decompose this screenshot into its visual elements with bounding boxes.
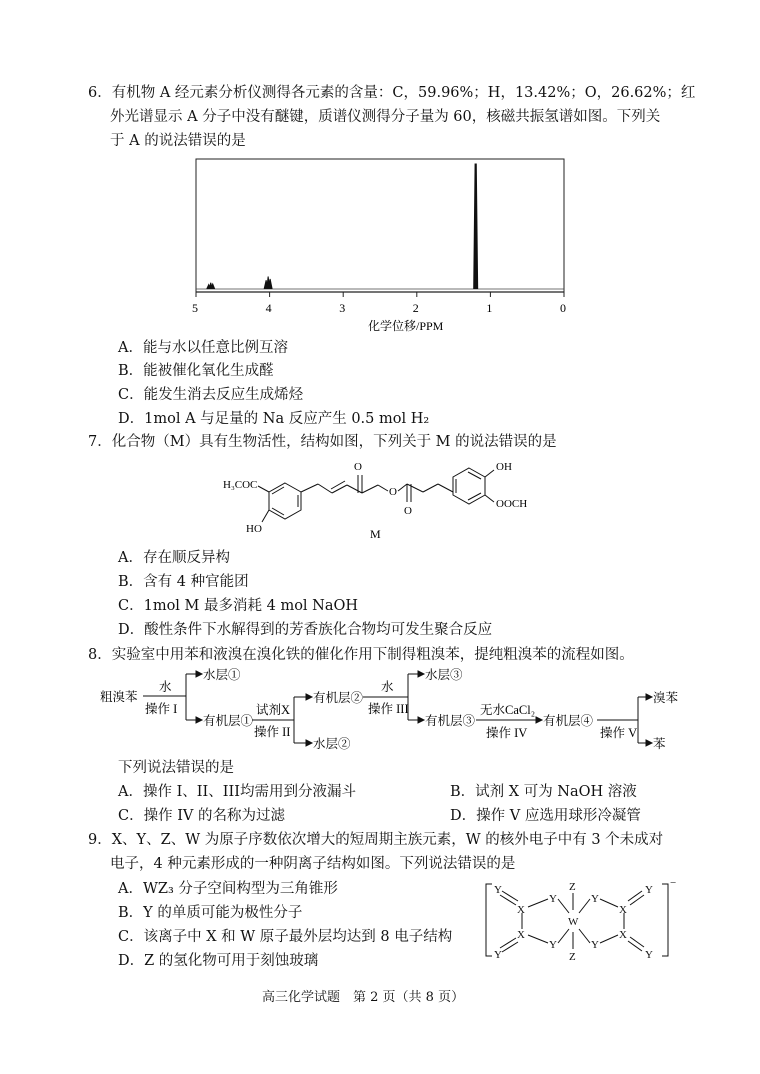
ion-y2: Y bbox=[494, 949, 502, 961]
q6-line3: 于 A 的说法错误的是 bbox=[110, 133, 246, 149]
nmr-tick-label: 3 bbox=[339, 301, 346, 315]
flow-op4: 操作 IV bbox=[486, 726, 528, 740]
flow-bromobenzene: 溴苯 bbox=[653, 691, 679, 705]
ion-z1: Z bbox=[569, 881, 576, 893]
q8-option-a: A．操作 I、II、III均需用到分液漏斗 bbox=[118, 784, 356, 800]
flow-org1: 有机层① bbox=[203, 714, 254, 728]
ion-y7: Y bbox=[645, 884, 653, 896]
flow-reagent: 试剂X bbox=[256, 703, 291, 717]
flow-op3: 操作 III bbox=[368, 702, 409, 716]
ion-x2: X bbox=[517, 929, 525, 941]
q9-option-a: A．WZ₃ 分子空间构型为三角锥形 bbox=[118, 881, 338, 897]
ion-y6: Y bbox=[591, 939, 599, 951]
ketone-oxygen: O bbox=[354, 461, 362, 473]
q6-line1: 6．有机物 A 经元素分析仪测得各元素的含量：C，59.96%；H，13.42%；O，26.62%；红 bbox=[88, 85, 696, 101]
right-substituent: OOCH bbox=[496, 498, 528, 510]
flow-water1: 水层① bbox=[203, 668, 241, 682]
flow-cacl2: 无水CaCl₂ bbox=[480, 703, 536, 717]
ion-charge: − bbox=[670, 877, 677, 889]
flow-benzene: 苯 bbox=[653, 737, 666, 751]
flow-water: 水 bbox=[159, 680, 172, 694]
q7-option-a: A．存在顺反异构 bbox=[118, 550, 230, 566]
flow-org4: 有机层④ bbox=[543, 714, 594, 728]
ion-w: W bbox=[568, 916, 579, 928]
left-hydroxyl: HO bbox=[246, 523, 262, 535]
q9-option-b: B．Y 的单质可能为极性分子 bbox=[118, 905, 303, 921]
flow-op5: 操作 V bbox=[600, 726, 638, 740]
flow-org2: 有机层② bbox=[313, 691, 364, 705]
nmr-tick-label: 1 bbox=[486, 301, 493, 315]
ion-y1: Y bbox=[494, 884, 502, 896]
ion-y5: Y bbox=[591, 893, 599, 905]
ion-x4: X bbox=[619, 929, 627, 941]
flow-org3: 有机层③ bbox=[425, 714, 476, 728]
carbonyl-oxygen: O bbox=[404, 505, 412, 517]
q8-option-d: D．操作 V 应选用球形冷凝管 bbox=[450, 808, 641, 824]
page-footer: 高三化学试题 第 2 页（共 8 页） bbox=[262, 990, 465, 1005]
q9-option-c: C．该离子中 X 和 W 原子最外层均达到 8 电子结构 bbox=[118, 929, 453, 945]
q8-option-c: C．操作 IV 的名称为过滤 bbox=[118, 808, 286, 824]
flow-water-add: 水 bbox=[381, 680, 394, 694]
nmr-tick-label: 4 bbox=[265, 301, 272, 315]
flow-water3: 水层③ bbox=[425, 668, 463, 682]
q6-option-a: A．能与水以任意比例互溶 bbox=[118, 340, 288, 356]
q8-option-b: B．试剂 X 可为 NaOH 溶液 bbox=[450, 784, 637, 800]
nmr-tick-label: 2 bbox=[412, 301, 419, 315]
q7-option-c: C．1mol M 最多消耗 4 mol NaOH bbox=[118, 598, 359, 614]
nmr-tick-label: 5 bbox=[192, 301, 198, 315]
nmr-xlabel: 化学位移/PPM bbox=[368, 319, 444, 333]
q7-option-d: D．酸性条件下水解得到的芳香族化合物均可发生聚合反应 bbox=[118, 622, 493, 638]
q9-line2: 电子，4 种元素形成的一种阴离子结构如图。下列说法错误的是 bbox=[110, 856, 516, 872]
ester-oxygen: O bbox=[389, 486, 397, 498]
flow-water2: 水层② bbox=[313, 737, 351, 751]
compound-label: M bbox=[370, 527, 381, 541]
ion-y3: Y bbox=[549, 893, 557, 905]
q6-option-c: C．能发生消去反应生成烯烃 bbox=[118, 387, 304, 403]
q8-lead: 下列说法错误的是 bbox=[118, 760, 234, 776]
q7-option-b: B．含有 4 种官能团 bbox=[118, 574, 249, 590]
ion-y4: Y bbox=[549, 939, 557, 951]
ion-y8: Y bbox=[645, 949, 653, 961]
q6-option-b: B．能被催化氧化生成醛 bbox=[118, 363, 274, 379]
q9-line1: 9．X、Y、Z、W 为原子序数依次增大的短周期主族元素，W 的核外电子中有 3 个未成对 bbox=[88, 832, 664, 848]
ion-x1: X bbox=[517, 904, 525, 916]
flow-op2: 操作 II bbox=[254, 725, 291, 739]
ion-z2: Z bbox=[569, 951, 576, 963]
flow-crude: 粗溴苯 bbox=[100, 690, 138, 704]
nmr-tick-label: 0 bbox=[560, 301, 566, 315]
q8-stem: 8．实验室中用苯和液溴在溴化铁的催化作用下制得粗溴苯，提纯粗溴苯的流程如图。 bbox=[88, 647, 634, 663]
left-substituent: H₃COC bbox=[223, 479, 258, 491]
ion-x3: X bbox=[619, 904, 627, 916]
q7-stem: 7．化合物（M）具有生物活性，结构如图，下列关于 M 的说法错误的是 bbox=[88, 434, 557, 450]
flow-op1: 操作 I bbox=[145, 702, 178, 716]
q9-option-d: D．Z 的氢化物可用于刻蚀玻璃 bbox=[118, 953, 319, 969]
q6-line2: 外光谱显示 A 分子中没有醚键，质谱仪测得分子量为 60，核磁共振氢谱如图。下列关 bbox=[110, 109, 661, 125]
right-hydroxyl: OH bbox=[496, 461, 512, 473]
q6-option-d: D．1mol A 与足量的 Na 反应产生 0.5 mol H₂ bbox=[118, 411, 430, 427]
